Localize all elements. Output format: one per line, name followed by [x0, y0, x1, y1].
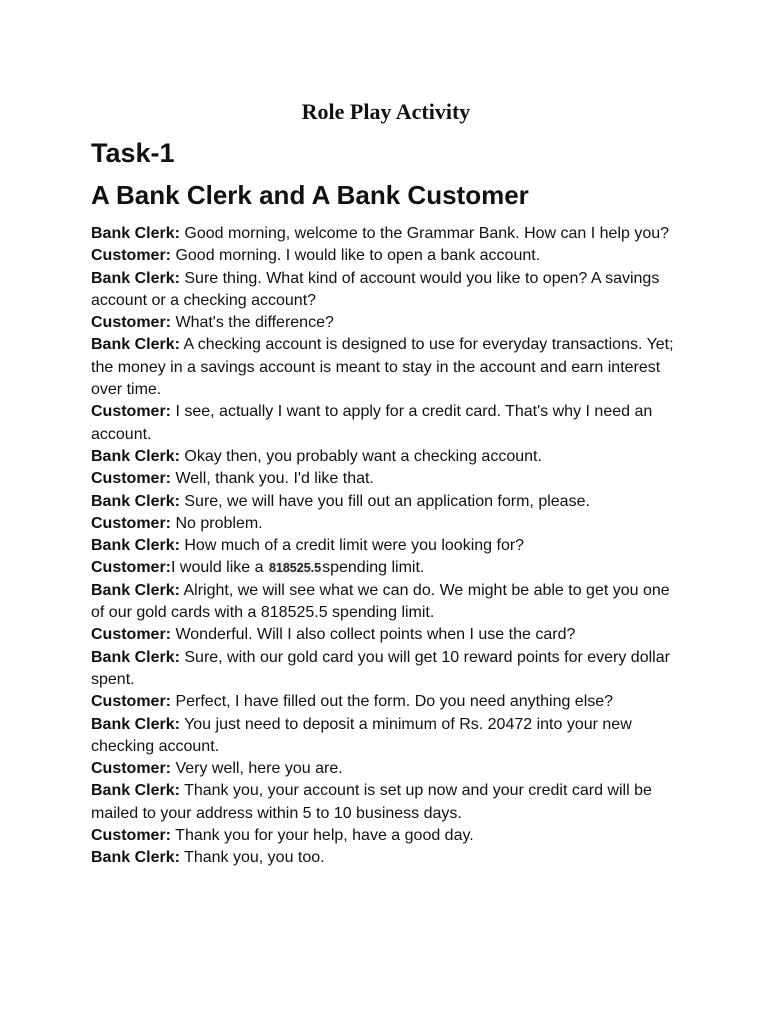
dialogue-line: [91, 825, 681, 847]
line-text: Very well, here you are.: [171, 760, 343, 778]
dialogue-subtitle: A Bank Clerk and A Bank Customer: [91, 180, 529, 210]
line-text: I see, actually I want to apply for a credit card. That's why I need an account.: [91, 403, 653, 443]
line-text: You just need to deposit a minimum of Rs. 20472 into your new checking account.: [91, 715, 632, 755]
document-title: Role Play Activity: [301, 99, 471, 124]
line-text: I would like a: [171, 559, 268, 577]
dialogue-line: [91, 691, 681, 713]
dialogue-line: [91, 758, 681, 780]
line-text: Thank you, you too.: [179, 849, 325, 867]
speaker-label: Customer:: [91, 470, 172, 488]
speaker-label: Bank Clerk:: [91, 782, 180, 800]
task-heading: Task-1: [91, 138, 175, 168]
line-text: Thank you, your account is set up now and your credit card will be mailed to your address within 5 to 10 business days.: [91, 782, 652, 822]
line-text: Sure, with our gold card you will get 10 reward points for every dollar spent.: [91, 648, 670, 688]
speaker-label: Bank Clerk:: [91, 447, 180, 465]
spending-limit-amount: 818525.5: [268, 561, 322, 576]
dialogue-line: [91, 780, 681, 825]
speaker-label: Customer:: [91, 827, 172, 845]
line-text: Sure, we will have you fill out an application form, please.: [179, 492, 590, 510]
dialogue-line: [91, 535, 681, 557]
dialogue-line: [91, 847, 681, 869]
line-text: Well, thank you. I'd like that.: [171, 470, 374, 488]
speaker-label: Bank Clerk:: [91, 715, 180, 733]
dialogue-line: [91, 468, 681, 490]
speaker-label: Customer:: [91, 314, 172, 332]
speaker-label: Bank Clerk:: [91, 225, 180, 242]
dialogue: [91, 223, 681, 870]
dialogue-line: [91, 647, 681, 692]
speaker-label: Bank Clerk:: [91, 648, 180, 666]
speaker-label: Customer:: [91, 514, 172, 532]
line-text: Good morning, welcome to the Grammar Bank. How can I help you?: [179, 225, 670, 242]
speaker-label: Customer:: [91, 247, 172, 265]
dialogue-line: [91, 401, 681, 446]
speaker-label: Bank Clerk:: [91, 336, 180, 354]
line-text: How much of a credit limit were you looking for?: [179, 537, 525, 555]
speaker-label: Customer:: [91, 626, 172, 644]
speaker-label: Bank Clerk:: [91, 492, 180, 510]
speaker-label: Customer:: [91, 760, 172, 778]
speaker-label: Bank Clerk:: [91, 537, 180, 555]
dialogue-line: [91, 446, 681, 468]
speaker-label: Customer:: [91, 693, 172, 711]
dialogue-line: [91, 334, 681, 401]
speaker-label: Bank Clerk:: [91, 849, 180, 867]
dialogue-line: [91, 714, 681, 759]
speaker-label: Customer:: [91, 559, 172, 577]
dialogue-line: [91, 557, 681, 579]
dialogue-line: [91, 580, 681, 625]
dialogue-line: [91, 245, 681, 267]
line-text: Okay then, you probably want a checking account.: [179, 447, 542, 465]
line-text: A checking account is designed to use for everyday transactions. Yet; the money in a savings account is meant to stay in the account and earn interest over time.: [91, 336, 674, 399]
line-text-after: spending limit.: [322, 559, 425, 577]
speaker-label: Bank Clerk:: [91, 269, 180, 287]
line-text: Wonderful. Will I also collect points when I use the card?: [171, 626, 576, 644]
line-text: Sure thing. What kind of account would you like to open? A savings account or a checking account?: [91, 269, 660, 309]
dialogue-line: [91, 624, 681, 646]
dialogue-line: [91, 491, 681, 513]
dialogue-line: [91, 312, 681, 334]
dialogue-line: [91, 268, 681, 313]
line-text: No problem.: [171, 514, 263, 532]
line-text: What's the difference?: [171, 314, 334, 332]
speaker-label: Bank Clerk:: [91, 581, 180, 599]
dialogue-line: [91, 223, 681, 245]
line-text: Thank you for your help, have a good day.: [171, 827, 474, 845]
line-text: Good morning. I would like to open a bank account.: [171, 247, 541, 265]
line-text: Perfect, I have filled out the form. Do you need anything else?: [171, 693, 614, 711]
speaker-label: Customer:: [91, 403, 172, 421]
line-text: Alright, we will see what we can do. We might be able to get you one of our gold cards with a 818525.5 spending limit.: [91, 581, 670, 622]
dialogue-line: [91, 513, 681, 535]
